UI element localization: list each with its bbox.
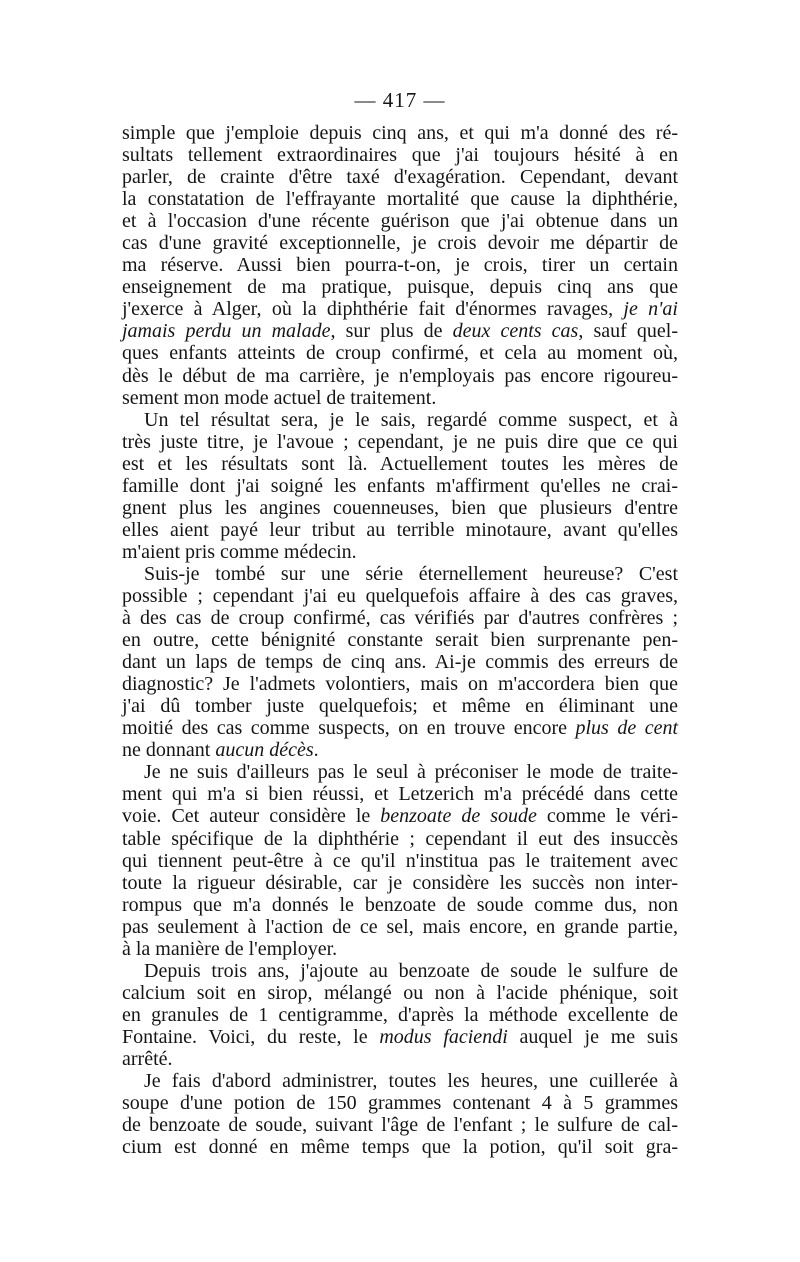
- text-line: [122, 805, 678, 827]
- text-line: [122, 254, 678, 276]
- text-segment: enseignement de ma pratique, puisque, depuis cinq ans que: [122, 276, 678, 299]
- text-line: [122, 585, 678, 607]
- text-line: [122, 342, 678, 364]
- text-segment: auquel je me suis: [507, 1025, 678, 1048]
- text-segment: la constatation de l'effrayante mortalité que cause la diphthérie,: [122, 188, 678, 211]
- text-line: [122, 144, 678, 166]
- text-line: [122, 1136, 678, 1158]
- text-segment: Je fais d'abord administrer, toutes les heures, une cuillerée à: [144, 1070, 678, 1093]
- page-number: — 417 —: [354, 88, 446, 112]
- italic-phrase: jamais perdu un malade: [122, 320, 331, 343]
- text-line: [122, 828, 678, 850]
- text-segment: comme le véri-: [536, 805, 678, 828]
- text-line: [122, 1092, 678, 1114]
- text-line: [122, 651, 678, 673]
- text-segment: rompus que m'a donnés le benzoate de soude comme dus, non: [122, 893, 678, 916]
- text-segment: moitié des cas comme suspects, on en trouve encore: [122, 717, 576, 740]
- italic-phrase: aucun décès: [215, 739, 314, 762]
- text-line: [122, 629, 678, 651]
- text-segment: de benzoate de soude, suivant l'âge de l'enfant ; le sulfure de cal-: [122, 1114, 678, 1137]
- text-segment: sultats tellement extraordinaires que j'ai toujours hésité à en: [122, 144, 678, 167]
- text-line: [122, 497, 678, 519]
- text-segment: soupe d'une potion de 150 grammes contenant 4 à 5 grammes: [122, 1092, 678, 1115]
- text-segment: ment qui m'a si bien réussi, et Letzerich m'a précédé dans cette: [122, 783, 678, 806]
- text-segment: Fontaine. Voici, du reste, le: [122, 1025, 380, 1048]
- text-segment: m'aient pris comme médecin.: [122, 540, 357, 563]
- italic-phrase: modus faciendi: [379, 1025, 508, 1048]
- text-line: [122, 761, 678, 783]
- text-line: [122, 409, 678, 431]
- text-line: [122, 717, 678, 739]
- text-segment: ques enfants atteints de croup confirmé, et cela au moment où,: [122, 342, 678, 365]
- text-segment: à la manière de l'employer.: [122, 937, 338, 960]
- text-line: [122, 1004, 678, 1026]
- body-text: [122, 122, 678, 1158]
- text-segment: .: [313, 739, 319, 762]
- text-segment: sement mon mode actuel de traitement.: [122, 386, 437, 409]
- text-segment: famille dont j'ai soigné les enfants m'affirment qu'elles ne crai-: [122, 474, 678, 497]
- text-segment: ne donnant: [122, 739, 216, 762]
- text-segment: possible ; cependant j'ai eu quelquefois affaire à des cas graves,: [122, 584, 678, 607]
- text-line: [122, 431, 678, 453]
- text-segment: ma réserve. Aussi bien pourra-t-on, je crois, tirer un certain: [122, 254, 678, 277]
- text-segment: parler, de crainte d'être taxé d'exagération. Cependant, devant: [122, 166, 678, 189]
- text-line: [122, 475, 678, 497]
- text-line: [122, 960, 678, 982]
- text-segment: Un tel résultat sera, je le sais, regardé comme suspect, et à: [144, 408, 678, 431]
- text-segment: très juste titre, je l'avoue ; cependant, je ne puis dire que ce qui: [122, 430, 678, 453]
- text-line: [122, 387, 678, 409]
- text-segment: elles aient payé leur tribut au terrible minotaure, avant qu'elles: [122, 518, 678, 541]
- text-segment: est et les résultats sont là. Actuellement toutes les mères de: [122, 452, 678, 475]
- text-segment: simple que j'emploie depuis cinq ans, et qui m'a donné des ré-: [122, 122, 678, 144]
- italic-phrase: je n'ai: [623, 298, 678, 321]
- text-segment: à des cas de croup confirmé, cas vérifiés par d'autres confrères ;: [122, 607, 678, 630]
- text-segment: Depuis trois ans, j'ajoute au benzoate de soude le sulfure de: [144, 959, 678, 982]
- text-segment: dès le début de ma carrière, je n'employais pas encore rigoureu-: [122, 364, 678, 387]
- text-line: [122, 850, 678, 872]
- text-segment: table spécifique de la diphthérie ; cependant il eut des insuccès: [122, 827, 678, 850]
- text-line: [122, 210, 678, 232]
- text-segment: gnent plus les angines couenneuses, bien que plusieurs d'entre: [122, 496, 678, 519]
- text-segment: j'exerce à Alger, où la diphthérie fait d'énormes ravages,: [122, 298, 624, 321]
- text-line: [122, 276, 678, 298]
- text-line: [122, 166, 678, 188]
- text-segment: qui tiennent peut-être à ce qu'il n'institua pas le traitement avec: [122, 849, 678, 872]
- text-line: [122, 872, 678, 894]
- text-segment: et à l'occasion d'une récente guérison que j'ai obtenue dans un: [122, 210, 678, 233]
- text-segment: , sauf quel-: [578, 320, 679, 343]
- text-line: [122, 122, 678, 144]
- text-segment: voie. Cet auteur considère le: [122, 805, 381, 828]
- text-line: [122, 938, 678, 960]
- text-line: [122, 1070, 678, 1092]
- text-line: [122, 1114, 678, 1136]
- text-line: [122, 232, 678, 254]
- text-line: [122, 1048, 678, 1070]
- text-line: [122, 607, 678, 629]
- italic-phrase: deux cents cas: [452, 320, 579, 343]
- text-line: [122, 982, 678, 1004]
- text-segment: en outre, cette bénignité constante serait bien surprenante pen-: [122, 629, 678, 652]
- text-line: [122, 453, 678, 475]
- text-line: [122, 298, 678, 320]
- text-segment: cas d'une gravité exceptionnelle, je crois devoir me départir de: [122, 232, 678, 255]
- text-line: [122, 563, 678, 585]
- text-line: [122, 1026, 678, 1048]
- italic-phrase: benzoate de soude: [380, 805, 537, 828]
- text-line: [122, 916, 678, 938]
- text-segment: j'ai dû tomber juste quelquefois; et même en éliminant une: [122, 695, 678, 718]
- text-line: [122, 894, 678, 916]
- text-line: [122, 519, 678, 541]
- text-segment: en granules de 1 centigramme, d'après la méthode excellente de: [122, 1003, 678, 1026]
- italic-phrase: plus de cent: [575, 717, 679, 740]
- text-segment: pas seulement à l'action de ce sel, mais encore, en grande partie,: [122, 915, 678, 938]
- text-line: [122, 695, 678, 717]
- text-segment: toute la rigueur désirable, car je considère les succès non inter-: [122, 871, 678, 894]
- text-line: [122, 673, 678, 695]
- text-segment: cium est donné en même temps que la potion, qu'il soit gra-: [122, 1136, 678, 1159]
- text-line: [122, 541, 678, 563]
- text-segment: diagnostic? Je l'admets volontiers, mais on m'accordera bien que: [122, 673, 678, 696]
- text-segment: dant un laps de temps de cinq ans. Ai-je commis des erreurs de: [122, 651, 678, 674]
- text-segment: Je ne suis d'ailleurs pas le seul à préconiser le mode de traite-: [144, 761, 678, 784]
- text-line: [122, 188, 678, 210]
- text-line: [122, 320, 678, 342]
- text-line: [122, 783, 678, 805]
- text-segment: calcium soit en sirop, mélangé ou non à l'acide phénique, soit: [122, 981, 678, 1004]
- text-line: [122, 365, 678, 387]
- text-line: [122, 739, 678, 761]
- text-segment: , sur plus de: [330, 320, 453, 343]
- text-segment: Suis-je tombé sur une série éternellement heureuse? C'est: [144, 562, 678, 585]
- text-segment: arrêté.: [122, 1047, 173, 1070]
